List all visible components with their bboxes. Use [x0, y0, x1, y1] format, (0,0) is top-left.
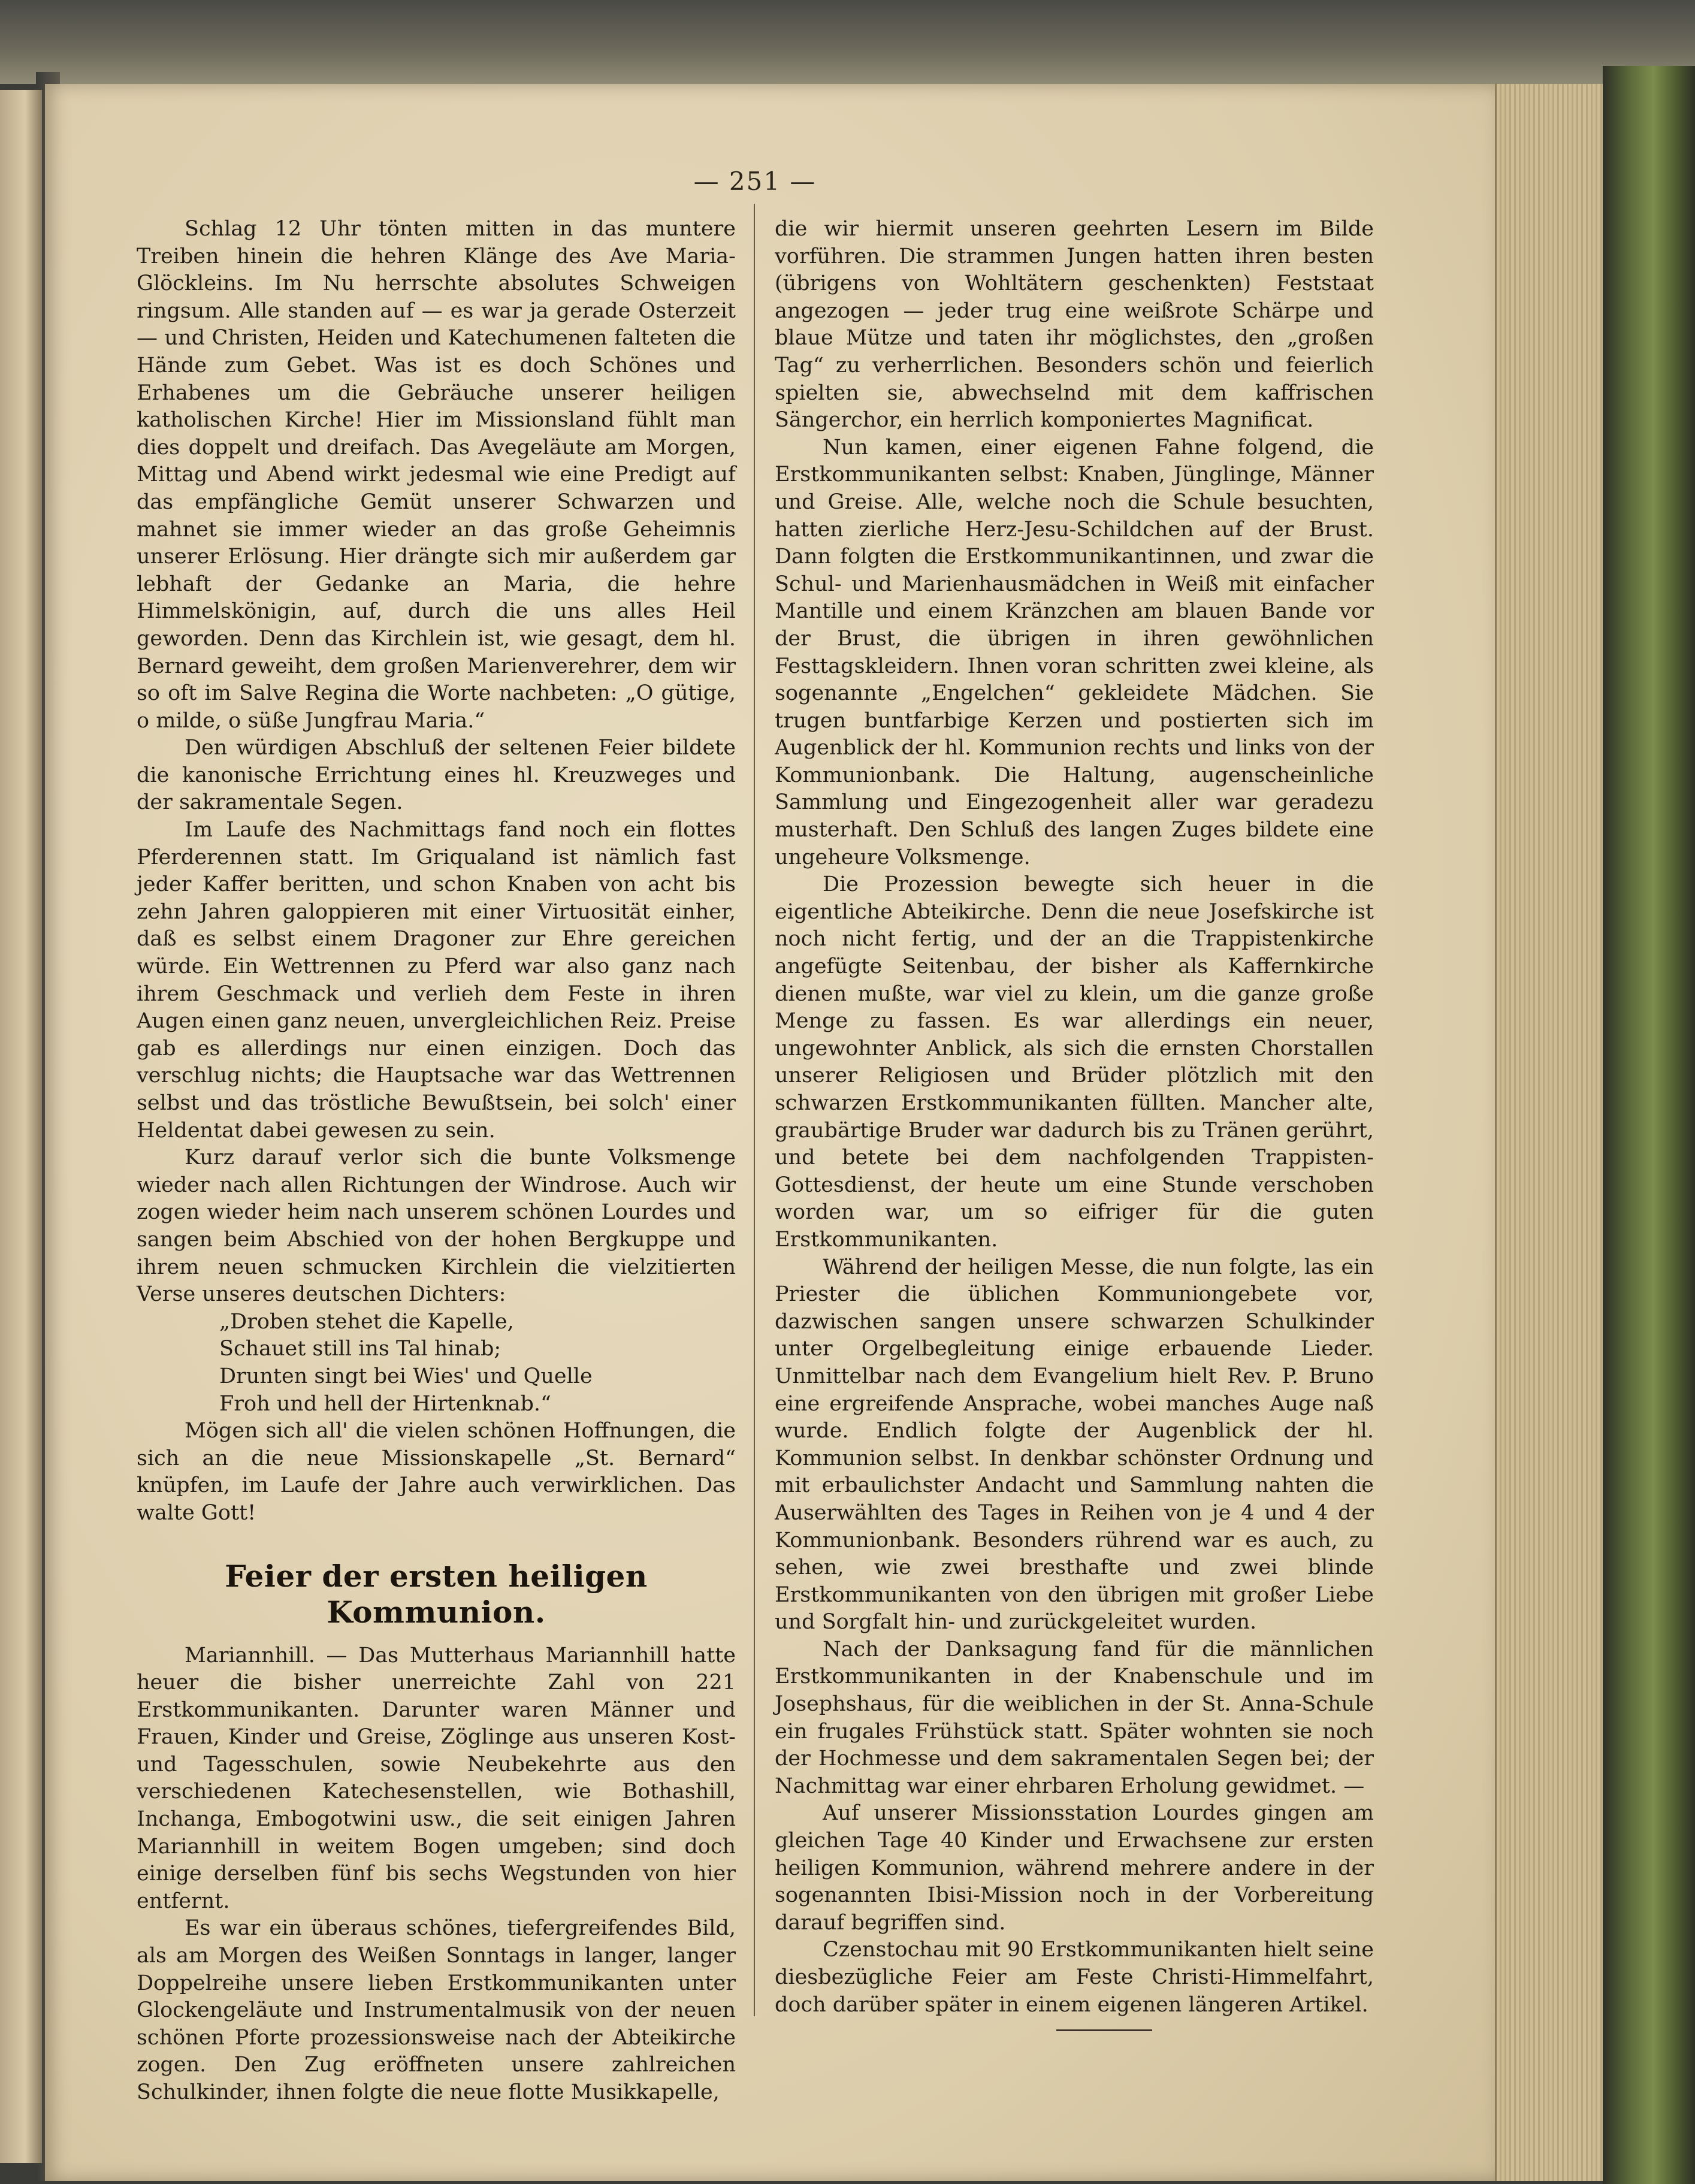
verse-quote: [137, 1309, 736, 1418]
paragraph: Nun kamen, einer eigenen Fahne folgend, die Erstkommunikanten selbst: Knaben, Jünglinge, Männer und Greise. Alle, welche noch die Schule besuchten, hatten zierliche Herz-Jesu-Schildchen auf der Brust. Dann folgten die Erstkommunikantinnen, und zwar die Schul- und Marienhausmädchen in Weiß mit einfacher Mantille und einem Kränzchen am blauen Bande vor der Brust, die übrigen in ihren gewöhnlichen Festtagskleidern. Ihnen voran schritten zwei kleine, als sogenannte „Engelchen“ gekleidete Mädchen. Sie trugen buntfarbige Kerzen und postierten sich im Augenblick der hl. Kommunion rechts und links von der Kommunionbank. Die Haltung, augenscheinliche Sammlung und Eingezogenheit aller war geradezu musterhaft. Den Schluß des langen Zuges bildete eine ungeheure Volksmenge.: [775, 435, 1374, 869]
paragraph: Schlag 12 Uhr tönten mitten in das muntere Treiben hinein die hehren Klänge des Ave Maria-Glöckleins. Im Nu herrschte absolutes Schweigen ringsum. Alle standen auf — es war ja gerade Osterzeit — und Christen, Heiden und Katechumenen falteten die Hände zum Gebet. Was ist es doch Schönes und Erhabenes um die Gebräuche unserer heiligen katholischen Kirche! Hier im Missionsland fühlt man dies doppelt und dreifach. Das Avegeläute am Morgen, Mittag und Abend wirkt jedesmal wie eine Predigt auf das empfängliche Gemüt unserer Schwarzen und mahnet sie immer wieder an das große Geheimnis unserer Erlösung. Hier drängte sich mir außerdem gar lebhaft der Gedanke an Maria, die hehre Himmelskönigin, auf, durch die uns alles Heil geworden. Denn das Kirchlein ist, wie gesagt, dem hl. Bernard geweiht, dem großen Marienverehrer, dem wir so oft im Salve Regina die Worte nachbeten: „O gütige, o milde, o süße Jungfrau Maria.“: [137, 217, 736, 733]
paragraph: Mariannhill. — Das Mutterhaus Mariannhill hatte heuer die bisher unerreichte Zahl von 221 Erstkommunikanten. Darunter waren Männer und Frauen, Kinder und Greise, Zöglinge aus unseren Kost- und Tagesschulen, sowie Neubekehrte aus den verschiedenen Katechesenstellen, wie Bothashill, Inchanga, Embogotwini usw., die seit einigen Jahren Mariannhill in weitem Bogen umgeben; sind doch einige derselben fünf bis sechs Wegstunden von hier entfernt.: [137, 1643, 736, 1913]
paragraph: die wir hiermit unseren geehrten Lesern im Bilde vorführen. Die strammen Jungen hatten ihren besten (übrigens von Wohltätern geschenkten) Feststaat angezogen — jeder trug eine weißrote Schärpe und blaue Mütze und taten ihr möglichstes, den „großen Tag“ zu verherrlichen. Besonders schön und feierlich spielten sie, abwechselnd mit dem kaffrischen Sängerchor, ein herrlich komponiertes Magnificat.: [775, 217, 1374, 433]
book-cover-edge: [1603, 66, 1695, 2184]
paragraph: Während der heiligen Messe, die nun folgte, las ein Priester die üblichen Kommuniongebete vor, dazwischen sangen unsere schwarzen Schulkinder unter Orgelbegleitung einige erbauende Lieder. Unmittelbar nach dem Evangelium hielt Rev. P. Bruno eine ergreifende Ansprache, wobei manches Auge naß wurde. Endlich folgte der Augenblick der hl. Kommunion selbst. In denkbar schönster Ordnung und mit erbaulichster Andacht und Sammlung nahten die Auserwählten des Tages in Reihen von je 4 und 4 der Kommunionbank. Besonders rührend war es auch, zu sehen, wie zwei bresthafte und zwei blinde Erstkommunikanten von den übrigen mit großer Liebe und Sorgfalt hin- und zurückgeleitet wurden.: [775, 1255, 1374, 1635]
verse-line: Schauet still ins Tal hinab;: [219, 1337, 501, 1361]
paragraph: Die Prozession bewegte sich heuer in die eigentliche Abteikirche. Denn die neue Josefskirche ist noch nicht fertig, und der an die Trappistenkirche angefügte Seitenbau, der bisher als Kaffernkirche dienen mußte, war viel zu klein, um die ganze große Menge zu fassen. Es war allerdings ein neuer, ungewohnter Anblick, als sich die ernsten Chorstallen unserer Religiosen und Brüder plötzlich mit den schwarzen Erstkommunikanten füllten. Mancher alte, graubärtige Bruder war dadurch bis zu Tränen gerührt, und betete bei dem nachfolgenden Trappisten-Gottesdienst, der heute um eine Stunde verschoben worden war, um so eifriger für die guten Erstkommunikanten.: [775, 872, 1374, 1252]
paragraph: Auf unserer Missionsstation Lourdes gingen am gleichen Tage 40 Kinder und Erwachsene zur ersten heiligen Kommunion, während mehrere andere in der sogenannten Ibisi-Mission noch in der Vorbereitung darauf begriffen sind.: [775, 1801, 1374, 1935]
end-rule: [1056, 2029, 1152, 2031]
verse-line: Drunten singt bei Wies' und Quelle: [219, 1364, 593, 1388]
paragraph: Mögen sich all' die vielen schönen Hoffnungen, die sich an die neue Missionskapelle „St. Bernard“ knüpfen, im Laufe der Jahre auch verwirklichen. Das walte Gott!: [137, 1419, 736, 1525]
paragraph: Nach der Danksagung fand für die männlichen Erstkommunikanten in der Knabenschule und im Josephshaus, für die weiblichen in der St. Anna-Schule ein frugales Frühstück statt. Später wohnten sie noch der Hochmesse und dem sakramentalen Segen bei; der Nachmittag war einer ehrbaren Erholung gewidmet. —: [775, 1637, 1374, 1798]
section-heading: Feier der ersten heiligen Kommunion.: [225, 1558, 648, 1630]
right-column: [775, 216, 1374, 2031]
column-divider: [754, 204, 755, 2016]
paragraph: Kurz darauf verlor sich die bunte Volksmenge wieder nach allen Richtungen der Windrose. Auch wir zogen wieder heim nach unserem schönen Lourdes und sangen beim Abschied von der hohen Bergkuppe und ihrem neuen schmucken Kirchlein die vielzitierten Verse unseres deutschen Dichters:: [137, 1146, 736, 1307]
paragraph: Den würdigen Abschluß der seltenen Feier bildete die kanonische Errichtung eines hl. Kreuzweges und der sakramentale Segen.: [137, 736, 736, 815]
page-number: — 251 —: [693, 167, 817, 196]
paragraph: Czenstochau mit 90 Erstkommunikanten hielt seine diesbezügliche Feier am Feste Christi-Himmelfahrt, doch darüber später in einem eigenen längeren Artikel.: [775, 1938, 1374, 2017]
verse-line: „Droben stehet die Kapelle,: [219, 1309, 514, 1334]
facing-page-edge: [0, 90, 42, 2163]
paragraph: Im Laufe des Nachmittags fand noch ein flottes Pferderennen statt. Im Griqualand ist nämlich fast jeder Kaffer beritten, und schon Knaben von acht bis zehn Jahren galoppieren mit einer Virtuosität einher, daß es selbst einem Dragoner zur Ehre gereichen würde. Ein Wettrennen zu Pferd war also ganz nach ihrem Geschmack und verlieh dem Feste in ihren Augen einen ganz neuen, unvergleichlichen Reiz. Preise gab es allerdings nur einen einzigen. Doch das verschlug nichts; die Hauptsache war das Wettrennen selbst und das tröstliche Bewußtsein, bei solch' einer Heldentat dabei gewesen zu sein.: [137, 818, 736, 1143]
scan-background-top: [0, 0, 1695, 84]
left-column: [137, 216, 736, 2107]
paragraph: Es war ein überaus schönes, tiefergreifendes Bild, als am Morgen des Weißen Sonntags in langer, langer Doppelreihe unsere lieben Erstkommunikanten unter Glockengeläute und Instrumentalmusik von der neuen schönen Pforte prozessionsweise nach der Abteikirche zogen. Den Zug eröffneten unsere zahlreichen Schulkinder, ihnen folgte die neue flotte Musikkapelle,: [137, 1916, 736, 2104]
page-block-edges: [1495, 84, 1605, 2181]
verse-line: Froh und hell der Hirtenknab.“: [219, 1391, 551, 1416]
